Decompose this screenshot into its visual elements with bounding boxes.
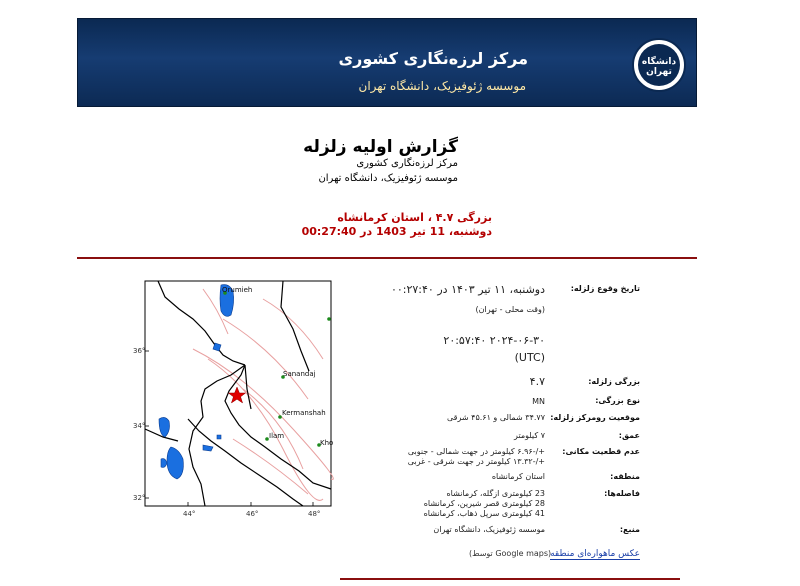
lat-label-32: 32° — [133, 494, 146, 502]
label-location: موقعیت رومرکز زلزله: — [550, 413, 640, 422]
divider-top — [77, 257, 697, 259]
value-region: استان کرمانشاه — [491, 472, 545, 481]
label-magnitude: بزرگی زلزله: — [588, 377, 640, 386]
lon-label-46: 46° — [246, 510, 259, 518]
value-magnitude: ۴.۷ — [529, 375, 545, 388]
city-orumieh: Orumieh — [222, 286, 253, 294]
value-local-time-note: (وقت محلی - تهران) — [475, 305, 545, 314]
city-kho: Kho — [320, 439, 334, 447]
value-depth: ۷ کیلومتر — [514, 431, 545, 440]
center-subtitle: موسسه ژئوفیزیک، دانشگاه تهران — [358, 79, 526, 93]
map-svg — [133, 279, 345, 519]
lat-label-34: 34° — [133, 422, 146, 430]
divider-bottom — [340, 578, 680, 580]
label-region: منطقه: — [610, 472, 640, 481]
header-banner — [77, 18, 697, 107]
value-local-time: دوشنبه، ۱۱ تیر ۱۴۰۳ در ۰۰:۲۷:۴۰ — [390, 283, 545, 296]
value-utc-time: ۲۰۲۴-۰۶-۳۰ ۲۰:۵۷:۴۰ — [443, 334, 545, 347]
headline-magnitude: بزرگی ۴.۷ ، استان کرمانشاه — [337, 211, 492, 224]
city-kermanshah: Kermanshah — [282, 409, 326, 417]
logo-text-1: دانشگاه — [641, 57, 677, 67]
headline-datetime: دوشنبه، 11 تیر 1403 در 00:27:40 — [301, 225, 492, 238]
lon-label-44: 44° — [183, 510, 196, 518]
value-distance-1: 23 کیلومتری ازگله، کرمانشاه — [446, 489, 545, 498]
epicenter-map — [133, 279, 345, 519]
logo-text-2: تهران — [646, 67, 672, 77]
value-source: موسسه ژئوفیزیک، دانشگاه تهران — [433, 525, 545, 534]
value-uncertainty-ns: +/-۶.۹۶ کیلومتر در جهت شمالی - جنوبی — [407, 447, 545, 456]
label-source: منبع: — [619, 525, 640, 534]
value-location: ۳۴.۷۷ شمالی و ۴۵.۶۱ شرقی — [447, 413, 545, 422]
university-logo — [632, 38, 686, 92]
value-magnitude-type: MN — [532, 397, 545, 406]
value-distance-3: 41 کیلومتری سرپل ذهاب، کرمانشاه — [423, 509, 545, 518]
value-distance-2: 28 کیلومتری قصر شیرین، کرمانشاه — [423, 499, 545, 508]
value-utc-note: (UTC) — [514, 351, 545, 364]
satellite-image-link[interactable]: عکس ماهواره‌ای منطقه — [550, 549, 640, 559]
label-local-time: تاریخ وقوع زلزله: — [570, 284, 640, 293]
label-uncertainty: عدم قطعیت مکانی: — [562, 447, 640, 456]
label-magnitude-type: نوع بزرگی: — [595, 396, 640, 405]
lon-label-48: 48° — [308, 510, 321, 518]
city-sanandaj: Sanandaj — [283, 370, 316, 378]
center-title: مرکز لرزه‌نگاری کشوری — [338, 49, 528, 68]
label-depth: عمق: — [618, 431, 640, 440]
city-ilam: Ilam — [269, 432, 285, 440]
value-uncertainty-ew: +/-۱۳.۳۲ کیلومتر در جهت شرقی - غربی — [407, 457, 545, 466]
report-subtitle-1: مرکز لرزه‌نگاری کشوری — [356, 158, 458, 169]
report-title: گزارش اولیه زلزله — [303, 137, 458, 157]
google-maps-note: (توسط Google maps) — [469, 549, 552, 558]
report-subtitle-2: موسسه ژئوفیزیک، دانشگاه تهران — [318, 173, 458, 184]
label-distances: فاصله‌ها: — [604, 489, 640, 498]
lat-label-36: 36° — [133, 347, 146, 355]
